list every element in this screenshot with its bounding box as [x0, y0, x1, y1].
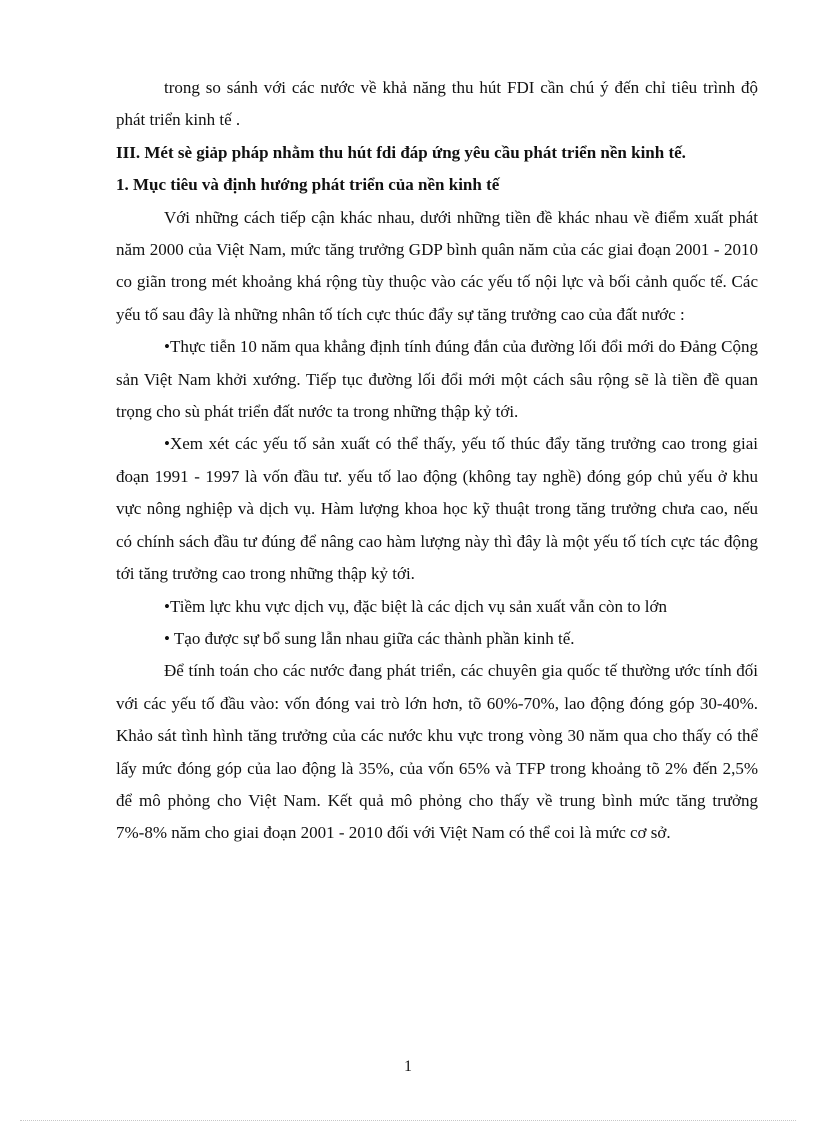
- bullet-item-production-factors: •Xem xét các yếu tố sản xuất có thể thấy, yếu tố thúc đẩy tăng trưởng cao trong giai đoạn 1991 - 1997 là vốn đầu tư. yếu tố lao động (không tay nghề) đóng góp chủ yếu ở khu vực nông nghiệp và dịch vụ. Hàm lượng khoa học kỹ thuật trong tăng trưởng chưa cao, nếu có chính sách đầu tư đúng để nâng cao hàm lượng này thì đây là một yếu tố tích cực tác động tới tăng trưởng cao trong những thập kỷ tới.: [116, 434, 758, 584]
- page-number: 1: [404, 1058, 412, 1075]
- bullet-item-economic-sectors: • Tạo được sự bổ sung lẫn nhau giữa các thành phần kinh tế.: [164, 628, 575, 648]
- bullet-item-reform: •Thực tiễn 10 năm qua khẳng định tính đúng đắn của đường lối đổi mới do Đảng Cộng sản Việt Nam khởi xướng. Tiếp tục đường lối đổi mới một cách sâu rộng sẽ là tiền đề quan trọng cho sù phát triển đất nước ta trong những thập kỷ tới.: [116, 337, 758, 422]
- subsection-heading-1: 1. Mục tiêu và định hướng phát triển của nền kinh tế: [116, 175, 500, 195]
- bullet-item-services: •Tiềm lực khu vực dịch vụ, đặc biệt là các dịch vụ sản xuất vẫn còn to lớn: [164, 596, 667, 616]
- page-body: [116, 72, 758, 850]
- paragraph-intro: trong so sánh với các nước về khả năng thu hút FDI cần chú ý đến chỉ tiêu trình độ phát triển kinh tế .: [116, 78, 758, 130]
- paragraph-simulation: Để tính toán cho các nước đang phát triển, các chuyên gia quốc tế thường ước tính đối với các yếu tố đầu vào: vốn đóng vai trò lớn hơn, tõ 60%-70%, lao động đóng góp 30-40%. Khảo sát tình hình tăng trưởng của các nước khu vực trong vòng 30 năm qua cho thấy có thể lấy mức đóng góp của lao động là 35%, của vốn 65% và TFP trong khoảng tõ 2% đến 2,5% để mô phỏng cho Việt Nam. Kết quả mô phỏng cho thấy về trung bình mức tăng trưởng 7%-8% năm cho giai đoạn 2001 - 2010 đối với Việt Nam có thể coi là mức cơ sở.: [116, 661, 758, 843]
- section-heading-iii: III. Mét sè giảp pháp nhằm thu hút fdi đáp ứng yêu cầu phát triển nền kinh tế.: [116, 142, 686, 162]
- page-bottom-divider: [20, 1120, 796, 1121]
- paragraph-growth-context: Với những cách tiếp cận khác nhau, dưới những tiền đề khác nhau về điểm xuất phát năm 2000 của Việt Nam, mức tăng trưởng GDP bình quân năm của các giai đoạn 2001 - 2010 co giãn trong mét khoảng khá rộng tùy thuộc vào các yếu tố nội lực và bối cảnh quốc tế. Các yếu tố sau đây là những nhân tố tích cực thúc đẩy sự tăng trưởng cao của đất nước :: [116, 207, 758, 324]
